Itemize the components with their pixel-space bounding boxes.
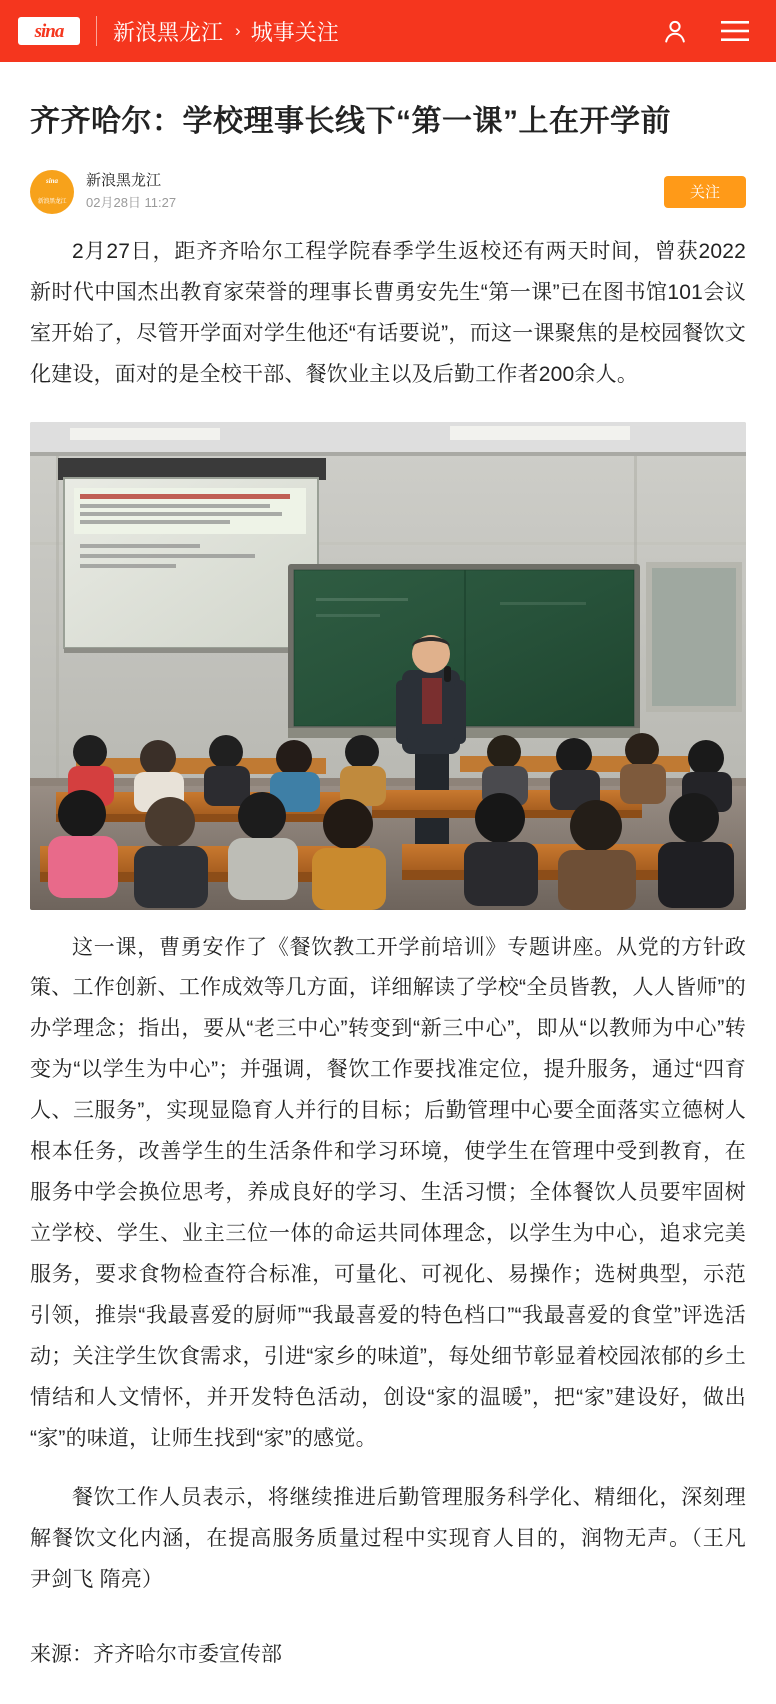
follow-button[interactable]: 关注 [664,176,746,208]
article-body [0,62,776,1674]
header-actions [658,14,758,48]
author-meta [30,170,746,214]
header-divider [96,16,97,46]
article-figure [30,422,746,910]
author-name[interactable]: 新浪黑龙江 [86,171,162,189]
article-paragraph-2: 这一课，曹勇安作了《餐饮教工开学前培训》专题讲座。从党的方针政策、工作创新、工作成效等几方面，详细解读了学校“全员皆教，人人皆师”的办学理念；指出，要从“老三中心”转变到“新三中心”，即从“以教师为中心”转变为“以学生为中心”；并强调，餐饮工作要找准定位，提升服务，通过“四育人、三服务”，实现显隐育人并行的目标；后勤管理中心要全面落实立德树人根本任务，改善学生的生活条件和学习环境，使学生在管理中受到教育，在服务中学会换位思考，养成良好的学习、生活习惯；全体餐饮人员要牢固树立学校、学生、业主三位一体的命运共同体理念，以学生为中心，追求完美服务，要求食物检查符合标准，可量化、可视化、易操作；选树典型，示范引领，推崇“我最喜爱的厨师”“我最喜爱的特色档口”“我最喜爱的食堂”评选活动；关注学生饮食需求，引进“家乡的味道”，每处细节彰显着校园浓郁的乡土情结和人文情怀，并开发特色活动，创设“家的温暖”，把“家”建设好，做出“家”的味道，让师生找到“家”的感觉。 [30,935,746,1450]
article-paragraph-3: 餐饮工作人员表示，将继续推进后勤管理服务科学化、精细化，深刻理解餐饮文化内涵，在提高服务质量过程中实现育人目的，润物无声。（王凡 尹剑飞 隋亮） [30,1485,746,1591]
author-info [86,170,664,214]
classroom-lecture-photo [30,422,746,910]
hamburger-menu-icon[interactable] [718,14,752,48]
article-paragraph-1: 2月27日，距齐齐哈尔工程学院春季学生返校还有两天时间，曾获2022新时代中国杰出教育家荣誉的理事长曹勇安先生“第一课”已在图书馆101会议室开始了，尽管开学面对学生他还“有话要说”，而这一课聚焦的是校园餐饮文化建设，面对的是全校干部、餐饮业主以及后勤工作者200余人。 [30,239,746,386]
article-source: 来源：齐齐哈尔市委宣传部 [30,1642,282,1666]
breadcrumb-separator-icon: › [235,21,241,40]
top-navigation-bar [0,0,776,62]
avatar[interactable] [30,170,74,214]
breadcrumb [113,16,658,47]
avatar-logo-text: sina [45,176,59,185]
user-icon[interactable] [658,14,692,48]
publish-timestamp: 02月28日 11:27 [86,195,177,210]
avatar-sub-text: 新浪黑龙江 [37,198,67,205]
breadcrumb-site-link[interactable]: 新浪黑龙江 [113,19,224,45]
sina-logo[interactable] [18,17,80,45]
sina-logo-text: sina [34,20,64,42]
page-title: 齐齐哈尔：学校理事长线下“第一课”上在开学前 [30,105,671,138]
breadcrumb-section-link[interactable]: 城事关注 [250,19,339,45]
